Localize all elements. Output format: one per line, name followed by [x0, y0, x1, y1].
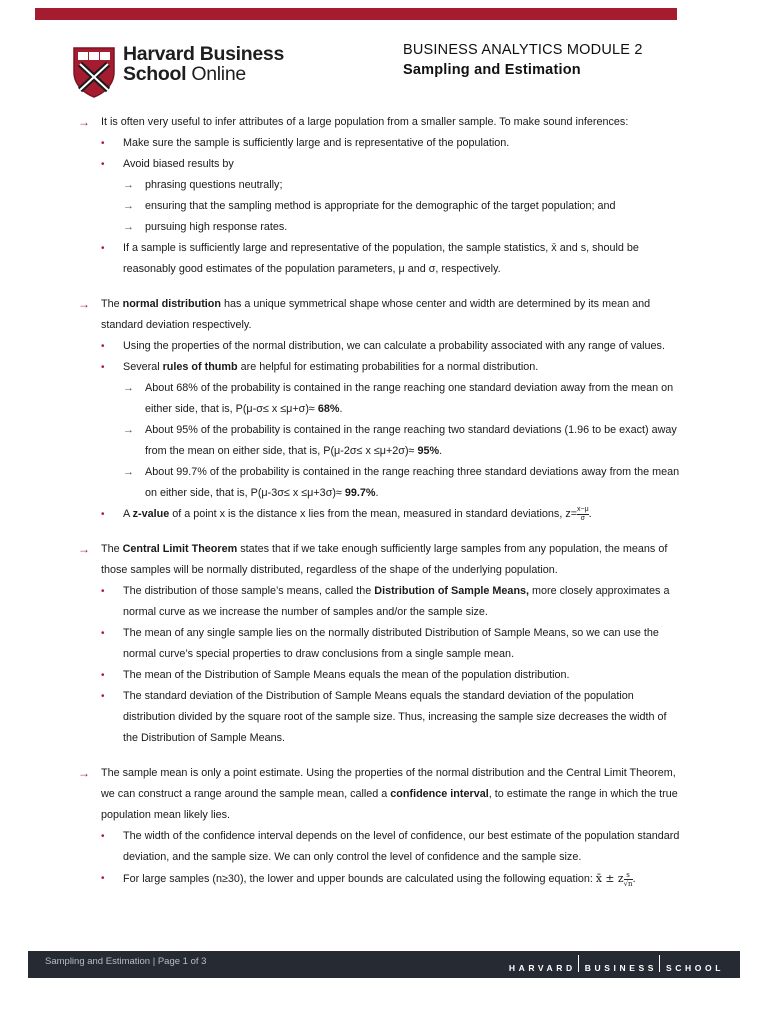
dash-arrow-icon: →: [123, 221, 134, 233]
section-intro: The sample mean is only a point estimate. Using the properties of the normal distribution and the Central Limit Theorem, we can construct a range around the sample mean, called a confidence interval, to estimate the range in which the true population mean likely lies.: [101, 767, 678, 821]
bullet-icon: •: [101, 362, 105, 373]
z-fraction: $\frac{x-\mu}{\sigma}$: [577, 505, 589, 522]
dash-arrow-icon: →: [123, 466, 134, 478]
bullet-icon: •: [101, 831, 105, 842]
footer-hbs-wordmark: HARVARD BUSINESS SCHOOL: [509, 960, 724, 977]
arrow-bullet-icon: →: [78, 542, 90, 556]
wordmark-school: School: [123, 63, 187, 85]
top-accent-bar: [35, 8, 677, 20]
section-central-limit-theorem: [0, 539, 768, 749]
dash-arrow-icon: →: [123, 424, 134, 436]
list-item: • Using the properties of the normal distribution, we can calculate a probability associated with any range of values.: [101, 336, 681, 357]
list-item: • The mean of any single sample lies on the normally distributed Distribution of Sample Means, so we can use the normal curve’s special properties to draw conclusions from a single sample mean.: [101, 623, 681, 665]
section-normal-distribution: [0, 294, 768, 525]
list-item: • The standard deviation of the Distribution of Sample Means equals the standard deviation of the population distribution divided by the square root of the sample size. Thus, increasing the sample size decreases the width of the Distribution of Sample Means.: [101, 686, 681, 749]
list-item: • If a sample is sufficiently large and representative of the population, the sample statistics, x̄ and s, should be reasonably good estimates of the population parameters, μ and σ, respectively.: [101, 238, 681, 280]
sub-list-item: → About 95% of the probability is contained in the range reaching two standard deviations (1.96 to be exact) away from the mean on either side, that is, P(μ-2σ≤ x ≤μ+2σ)≈ 95%.: [123, 420, 681, 462]
wordmark-online: Online: [191, 63, 246, 85]
section-intro: The normal distribution has a unique symmetrical shape whose center and width are determined by its mean and standard deviation respectively.: [101, 298, 651, 331]
bullet-icon: •: [101, 243, 105, 254]
list-item: • Avoid biased results by: [101, 154, 681, 175]
list-item: • The width of the confidence interval depends on the level of confidence, our best estimate of the population standard deviation, and the sample size. We can only control the level of confidence and the sample size.: [101, 826, 681, 868]
section-sampling: [0, 112, 768, 280]
list-item: • The distribution of those sample’s means, called the Distribution of Sample Means, more closely approximates a normal curve as we increase the number of samples and/or the sample size.: [101, 581, 681, 623]
bullet-icon: •: [101, 159, 105, 170]
dash-arrow-icon: →: [123, 179, 134, 191]
module-subtitle: Sampling and Estimation: [403, 62, 581, 78]
arrow-bullet-icon: →: [78, 297, 90, 311]
bullet-icon: •: [101, 586, 105, 597]
footer-page-label: Sampling and Estimation | Page 1 of 3: [45, 956, 207, 967]
bullet-icon: •: [101, 628, 105, 639]
bullet-icon: •: [101, 670, 105, 681]
hbs-shield-logo: [72, 46, 116, 98]
sub-list-item: → pursuing high response rates.: [123, 217, 681, 238]
hbs-online-wordmark: [123, 44, 284, 84]
module-title: BUSINESS ANALYTICS MODULE 2: [403, 42, 643, 58]
section-intro: The Central Limit Theorem states that if we take enough sufficiently large samples from any population, the means of those samples will be normally distributed, regardless of the shape of the underlying population.: [101, 543, 668, 576]
bullet-icon: •: [101, 691, 105, 702]
dash-arrow-icon: →: [123, 200, 134, 212]
sub-list-item: → About 68% of the probability is contained in the range reaching one standard deviation away from the mean on either side, that is, P(μ-σ≤ x ≤μ+σ)≈ 68%.: [123, 378, 681, 420]
section-confidence-interval: [0, 763, 768, 890]
list-item: • Make sure the sample is sufficiently large and is representative of the population.: [101, 133, 681, 154]
sub-list-item: → phrasing questions neutrally;: [123, 175, 681, 196]
dash-arrow-icon: →: [123, 382, 134, 394]
bullet-icon: •: [101, 138, 105, 149]
list-item: • Several rules of thumb are helpful for estimating probabilities for a normal distribution.: [101, 357, 681, 378]
ci-equation: x̄ ± z $\frac{s}{√n}$: [595, 870, 633, 888]
list-item: • A z-value of a point x is the distance x lies from the mean, measured in standard deviations, z= $\frac{x-\mu}{\sigma}$ .: [101, 504, 681, 525]
document-body: [0, 112, 768, 890]
arrow-bullet-icon: →: [78, 766, 90, 780]
bullet-icon: •: [101, 873, 105, 884]
arrow-bullet-icon: →: [78, 115, 90, 129]
section-intro: It is often very useful to infer attributes of a large population from a smaller sample. To make sound inferences:: [101, 116, 629, 128]
list-item: • The mean of the Distribution of Sample Means equals the mean of the population distribution.: [101, 665, 681, 686]
page-footer: [28, 951, 740, 978]
list-item: • For large samples (n≥30), the lower and upper bounds are calculated using the following equation: x̄ ± z $\frac{s}{√n}$ .: [101, 868, 681, 890]
sub-list-item: → About 99.7% of the probability is contained in the range reaching three standard deviations away from the mean on either side, that is, P(μ-3σ≤ x ≤μ+3σ)≈ 99.7%.: [123, 462, 681, 504]
sub-list-item: → ensuring that the sampling method is appropriate for the demographic of the target population; and: [123, 196, 681, 217]
wordmark-line1: Harvard Business: [123, 43, 285, 65]
bullet-icon: •: [101, 341, 105, 352]
bullet-icon: •: [101, 509, 105, 520]
